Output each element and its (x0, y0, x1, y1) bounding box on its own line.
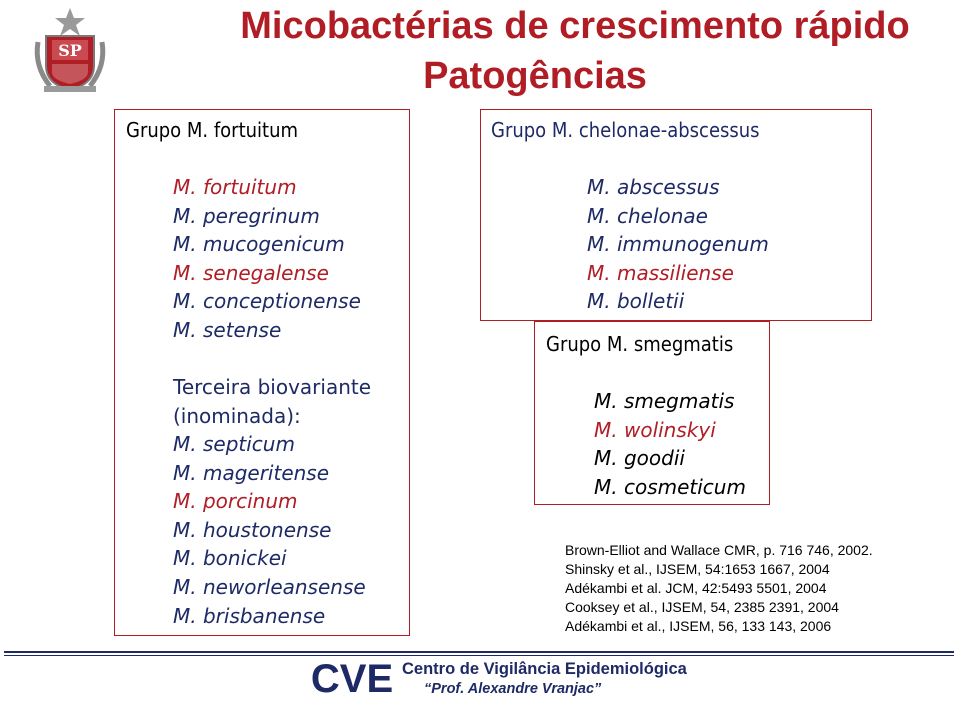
biovariant-species-list (173, 430, 366, 630)
cve-logo (306, 658, 398, 696)
species-item: M. abscessus (587, 175, 720, 199)
species-item: M. massiliense (587, 260, 734, 285)
species-item: M. septicum (173, 432, 295, 456)
species-item: M. immunogenum (587, 232, 769, 257)
species-item: M. neworleansense (173, 574, 366, 599)
species-item: M. mageritense (173, 460, 330, 485)
species-item: M. smegmatis (594, 389, 735, 413)
biovariant-note-line-1: Terceira biovariante (173, 375, 372, 399)
footer-divider-thin (4, 655, 954, 656)
species-item: M. senegalense (173, 260, 329, 285)
group-fortuitum-box (114, 109, 410, 636)
footer-org (402, 659, 687, 699)
biovariant-note (173, 373, 371, 430)
group-chelonae-species-list (587, 173, 769, 316)
footer-divider (4, 651, 954, 653)
group-fortuitum-species-list (173, 173, 361, 345)
reference-item: Adékambi et al., IJSEM, 56, 133 143, 2006 (565, 618, 832, 634)
reference-item: Brown-Elliot and Wallace CMR, p. 716 746, 2002. (565, 542, 873, 558)
species-item: M. brisbanense (173, 603, 326, 628)
species-item: M. conceptionense (173, 289, 361, 314)
species-item: M. bolletii (587, 289, 685, 314)
group-smegmatis-heading: Grupo M. smegmatis (546, 332, 734, 356)
svg-text:SP: SP (58, 41, 82, 60)
species-item: M. bonickei (173, 546, 287, 571)
species-item: M. porcinum (173, 489, 298, 514)
page-title (110, 0, 960, 102)
group-smegmatis-species-list (594, 387, 746, 501)
title-line-2: Patogências (423, 55, 647, 97)
title-line-1: Micobactérias de crescimento rápido (240, 5, 910, 47)
group-chelonae-box (480, 109, 872, 321)
reference-item: Cooksey et al., IJSEM, 54, 2385 2391, 2004 (565, 599, 839, 615)
reference-item: Adékambi et al. JCM, 42:5493 5501, 2004 (565, 580, 827, 596)
species-item: M. wolinskyi (594, 417, 716, 442)
group-chelonae-heading: Grupo M. chelonae-abscessus (491, 118, 760, 142)
footer-org-name: Centro de Vigilância Epidemiológica (402, 660, 687, 678)
species-item: M. cosmeticum (594, 474, 746, 499)
reference-item: Shinsky et al., IJSEM, 54:1653 1667, 2004 (565, 561, 830, 577)
species-item: M. peregrinum (173, 203, 320, 228)
species-item: M. setense (173, 317, 282, 342)
species-item: M. fortuitum (173, 175, 297, 199)
references (565, 541, 873, 636)
biovariant-note-line-2: (inominada): (173, 403, 301, 428)
species-item: M. mucogenicum (173, 232, 345, 257)
group-fortuitum-heading: Grupo M. fortuitum (126, 118, 299, 142)
svg-text:CVE: CVE (310, 658, 394, 696)
footer-org-sub: “Prof. Alexandre Vranjac” (424, 681, 602, 697)
group-smegmatis-box (534, 321, 770, 505)
species-item: M. goodii (594, 446, 685, 471)
species-item: M. houstonense (173, 517, 332, 542)
sp-coat-of-arms-logo (30, 6, 110, 94)
species-item: M. chelonae (587, 203, 708, 228)
